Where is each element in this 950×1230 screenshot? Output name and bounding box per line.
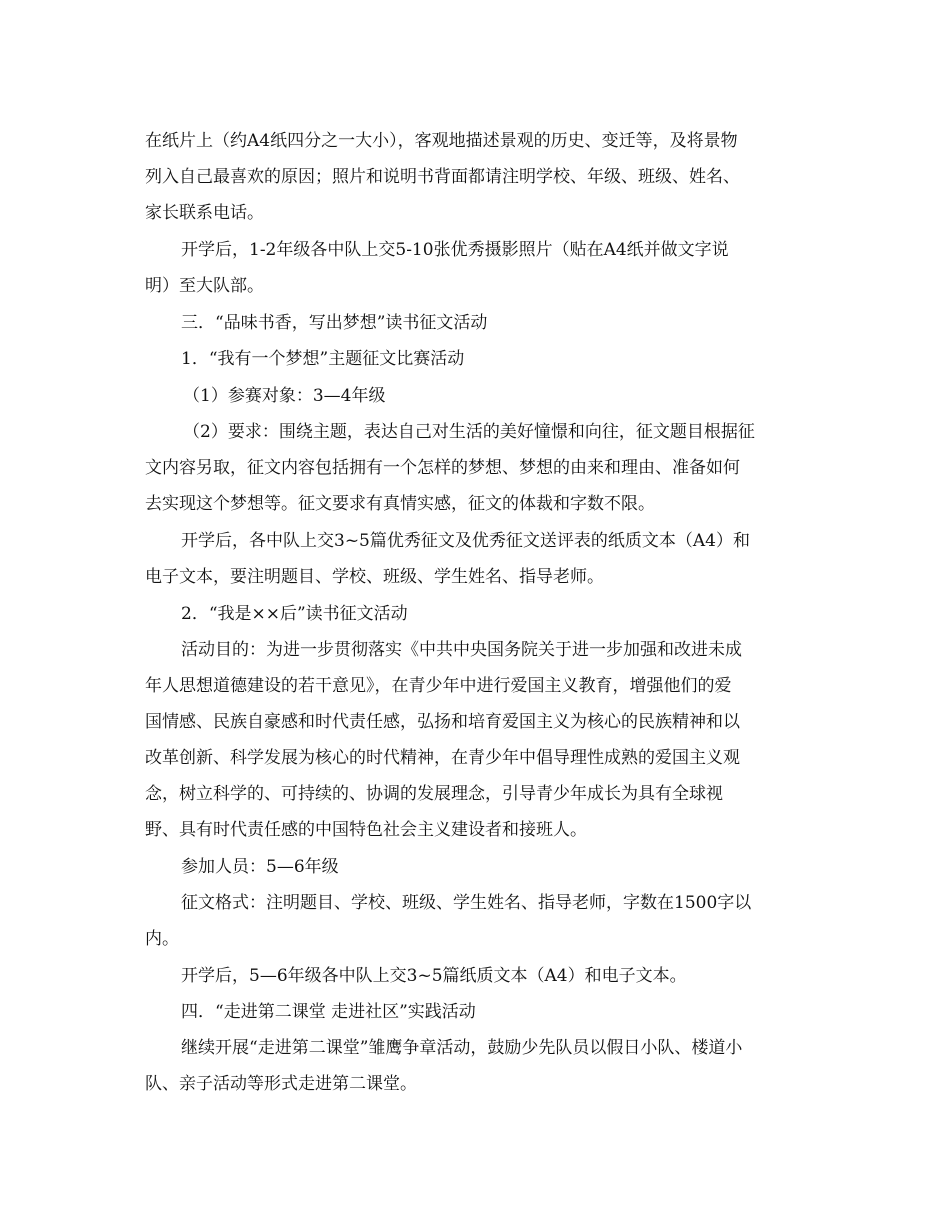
subsection-heading: 1．“我有一个梦想”主题征文比赛活动 <box>181 349 465 369</box>
text-line: 在纸片上（约A4纸四分之一大小），客观地描述景观的历史、变迁等，及将景物 <box>145 131 738 151</box>
text-line: 电子文本，要注明题目、学校、班级、学生姓名、指导老师。 <box>145 567 604 587</box>
text-line: 野、具有时代责任感的中国特色社会主义建设者和接班人。 <box>145 820 587 840</box>
text-line: 家长联系电话。 <box>145 203 264 223</box>
text-line: 列入自己最喜欢的原因；照片和说明书背面都请注明学校、年级、班级、姓名、 <box>145 167 740 187</box>
text-line: 文内容另取，征文内容包括拥有一个怎样的梦想、梦想的由来和理由、准备如何 <box>145 458 740 478</box>
text-line: 明）至大队部。 <box>145 276 264 296</box>
text-line: 念，树立科学的、可持续的、协调的发展理念，引导青少年成长为具有全球视 <box>145 784 723 804</box>
text-line: 开学后，5—6年级各中队上交3~5篇纸质文本（A4）和电子文本。 <box>181 966 687 986</box>
text-line: 开学后，1-2年级各中队上交5-10张优秀摄影照片（贴在A4纸并做文字说 <box>181 240 729 260</box>
section-heading: 三．“品味书香，写出梦想”读书征文活动 <box>181 313 488 333</box>
text-line: 改革创新、科学发展为核心的时代精神，在青少年中倡导理性成熟的爱国主义观 <box>145 748 740 768</box>
text-line: 活动目的：为进一步贯彻落实《中共中央国务院关于进一步加强和改进未成 <box>181 640 742 660</box>
text-line: 国情感、民族自豪感和时代责任感，弘扬和培育爱国主义为核心的民族精神和以 <box>145 712 740 732</box>
text-line: 征文格式：注明题目、学校、班级、学生姓名、指导老师，字数在1500字以 <box>181 893 752 913</box>
text-line: （1）参赛对象：3—4年级 <box>183 386 386 406</box>
section-heading: 四．“走进第二课堂 走进社区”实践活动 <box>181 1002 476 1022</box>
text-line: 继续开展“走进第二课堂”雏鹰争章活动，鼓励少先队员以假日小队、楼道小 <box>181 1038 743 1058</box>
text-line: 开学后，各中队上交3~5篇优秀征文及优秀征文送评表的纸质文本（A4）和 <box>181 531 750 551</box>
text-line: 参加人员：5—6年级 <box>181 857 339 877</box>
subsection-heading: 2．“我是××后”读书征文活动 <box>181 604 408 624</box>
text-line: 年人思想道德建设的若干意见》，在青少年中进行爱国主义教育，增强他们的爱 <box>145 676 732 696</box>
text-line: 去实现这个梦想等。征文要求有真情实感，征文的体裁和字数不限。 <box>145 494 655 514</box>
text-line: 队、亲子活动等形式走进第二课堂。 <box>145 1074 417 1094</box>
text-line: （2）要求：围绕主题，表达自己对生活的美好憧憬和向往，征文题目根据征 <box>183 422 755 442</box>
text-line: 内。 <box>145 929 179 949</box>
